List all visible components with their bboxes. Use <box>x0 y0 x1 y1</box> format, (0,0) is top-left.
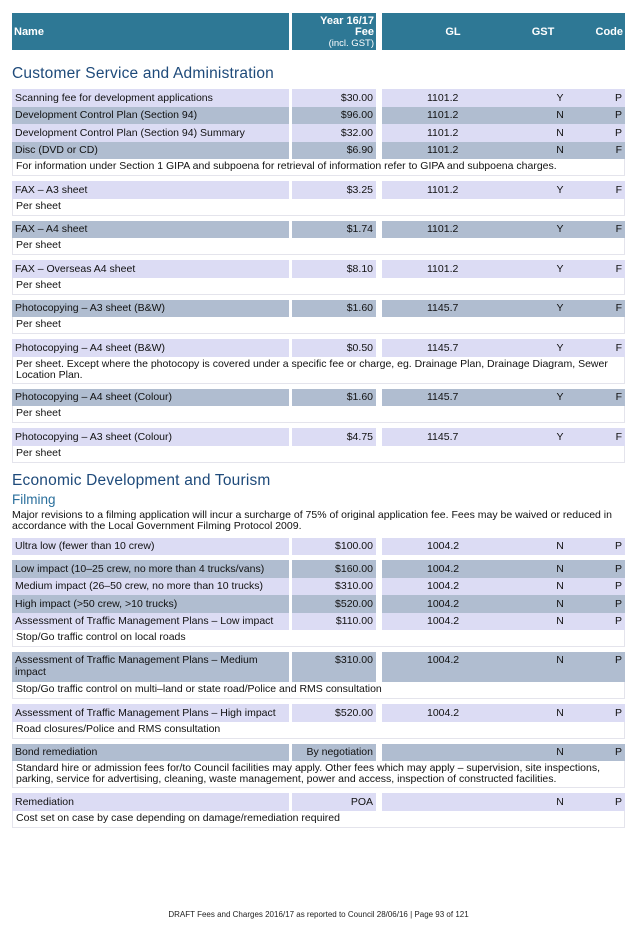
table-row <box>12 142 625 160</box>
header-fee <box>292 13 376 50</box>
row-fee: By negotiation <box>292 744 376 762</box>
row-fee: $100.00 <box>292 538 376 556</box>
row-codes <box>382 124 625 142</box>
row-codes <box>382 538 625 556</box>
row-code: P <box>614 540 622 553</box>
row-gst: N <box>556 615 564 628</box>
row-code: F <box>615 223 622 236</box>
row-codes <box>382 260 625 278</box>
row-note: Per sheet. Except where the photocopy is covered under a specific fee or charge, eg. Drainage Plan, Drainage Diagram, Sewer Location Plan. <box>12 357 625 384</box>
row-note: Road closures/Police and RMS consultation <box>12 722 625 739</box>
row-gl: 1101.2 <box>427 183 459 196</box>
row-gl: 1004.2 <box>427 615 460 628</box>
row-gst: Y <box>556 223 564 236</box>
row-gst: N <box>556 795 564 808</box>
row-name: Scanning fee for development applications <box>12 89 289 107</box>
table-row <box>12 300 625 318</box>
row-code: P <box>614 615 622 628</box>
page-footer: DRAFT Fees and Charges 2016/17 as reported to Council 28/06/16 | Page 93 of 121 <box>168 910 469 919</box>
row-fee: $6.90 <box>292 142 376 160</box>
table-row <box>12 107 625 125</box>
row-gst: N <box>556 706 564 719</box>
section1-title: Customer Service and Administration <box>12 65 275 82</box>
row-fee: $1.74 <box>292 221 376 239</box>
table-row <box>12 89 625 107</box>
row-gl: 1101.2 <box>427 144 459 157</box>
row-gl: 1101.2 <box>427 262 459 275</box>
row-note: Cost set on case by case depending on damage/remediation required <box>12 811 625 828</box>
row-fee: $1.60 <box>292 300 376 318</box>
row-name: FAX – A3 sheet <box>12 181 289 199</box>
row-code: F <box>615 341 622 354</box>
table-row <box>12 744 625 762</box>
table-row <box>12 560 625 578</box>
row-gst: Y <box>556 262 564 275</box>
row-code: F <box>615 430 622 443</box>
row-fee: $160.00 <box>292 560 376 578</box>
row-gst: Y <box>556 391 564 404</box>
section2-subtitle: Filming <box>12 491 56 507</box>
row-name: Development Control Plan (Section 94) <box>12 107 289 125</box>
row-fee: $0.50 <box>292 339 376 357</box>
row-codes <box>382 428 625 446</box>
row-gl: 1101.2 <box>427 223 459 236</box>
header-fee-line2: Fee <box>355 26 374 38</box>
row-name: Assessment of Traffic Management Plans – Low impact <box>12 613 289 631</box>
table-row <box>12 221 625 239</box>
header-fee-line1: Year 16/17 <box>320 15 374 27</box>
row-name: Medium impact (26–50 crew, no more than 10 trucks) <box>12 578 289 596</box>
header-gst: GST <box>531 25 555 38</box>
table-row <box>12 389 625 407</box>
row-gst: N <box>556 540 564 553</box>
row-name: Remediation <box>12 793 289 811</box>
row-note: Per sheet <box>12 406 625 423</box>
header-name: Name <box>12 13 289 50</box>
row-name: Ultra low (fewer than 10 crew) <box>12 538 289 556</box>
row-codes <box>382 389 625 407</box>
header-gl: GL <box>445 25 461 38</box>
row-gl: 1004.2 <box>427 706 460 719</box>
row-gst: N <box>556 654 564 666</box>
row-gl: 1004.2 <box>427 562 460 575</box>
row-name: Low impact (10–25 crew, no more than 4 trucks/vans) <box>12 560 289 578</box>
row-fee: $96.00 <box>292 107 376 125</box>
table-row <box>12 124 625 142</box>
row-gl: 1004.2 <box>427 654 460 666</box>
row-note: Per sheet <box>12 278 625 295</box>
table-row <box>12 704 625 722</box>
row-gl: 1004.2 <box>427 597 460 610</box>
row-code: P <box>614 795 622 808</box>
table-row <box>12 339 625 357</box>
row-codes <box>382 744 625 762</box>
row-name: Photocopying – A3 sheet (B&W) <box>12 300 289 318</box>
row-gl: 1101.2 <box>427 126 459 139</box>
row-fee: $520.00 <box>292 704 376 722</box>
row-fee: $110.00 <box>292 613 376 631</box>
row-codes <box>382 652 625 682</box>
row-code: P <box>614 706 622 719</box>
row-gst: N <box>556 580 564 593</box>
header-code: Code <box>595 25 623 38</box>
row-name: Photocopying – A3 sheet (Colour) <box>12 428 289 446</box>
row-note: Stop/Go traffic control on multi–land or state road/Police and RMS consultation <box>12 682 625 699</box>
row-fee: POA <box>292 793 376 811</box>
row-gst: Y <box>556 430 564 443</box>
row-fee: $3.25 <box>292 181 376 199</box>
section2-intro: Major revisions to a filming application will incur a surcharge of 75% of original application fee. Fees may be waived or reduced in accordance with the Local Government Filming Protocol 2009. <box>12 508 612 532</box>
row-fee: $30.00 <box>292 89 376 107</box>
row-codes <box>382 704 625 722</box>
section2-title: Economic Development and Tourism <box>12 471 271 489</box>
table-header <box>12 13 625 50</box>
row-name: FAX – A4 sheet <box>12 221 289 239</box>
table-row <box>12 595 625 613</box>
row-name: FAX – Overseas A4 sheet <box>12 260 289 278</box>
row-codes <box>382 300 625 318</box>
section1-table <box>12 89 625 463</box>
fees-page <box>12 13 625 828</box>
row-gst: Y <box>556 91 564 104</box>
row-codes <box>382 793 625 811</box>
row-gst: Y <box>556 341 564 354</box>
row-note: Per sheet <box>12 317 625 334</box>
row-gl: 1145.7 <box>427 430 459 443</box>
row-codes <box>382 89 625 107</box>
row-gl: 1101.2 <box>427 109 459 122</box>
row-fee: $4.75 <box>292 428 376 446</box>
row-gst: N <box>556 126 564 139</box>
row-code: P <box>614 126 622 139</box>
row-gst: N <box>556 562 564 575</box>
row-note: Per sheet <box>12 238 625 255</box>
row-codes <box>382 339 625 357</box>
row-code: P <box>614 746 622 759</box>
row-code: F <box>615 144 622 157</box>
row-note: Per sheet <box>12 446 625 463</box>
table-row <box>12 181 625 199</box>
row-codes <box>382 613 625 631</box>
row-fee: $1.60 <box>292 389 376 407</box>
row-codes <box>382 181 625 199</box>
row-fee: $32.00 <box>292 124 376 142</box>
row-gst: N <box>556 109 564 122</box>
header-rest <box>382 13 625 50</box>
row-gl: 1004.2 <box>427 580 460 593</box>
row-fee: $520.00 <box>292 595 376 613</box>
row-gl: 1145.7 <box>427 341 459 354</box>
header-fee-line3: (incl. GST) <box>328 38 374 49</box>
row-code: F <box>615 183 622 196</box>
row-code: F <box>615 391 622 404</box>
row-gl: 1145.7 <box>427 391 459 404</box>
row-name: Bond remediation <box>12 744 289 762</box>
table-row <box>12 578 625 596</box>
table-row <box>12 613 625 631</box>
row-note: Stop/Go traffic control on local roads <box>12 630 625 647</box>
row-gst: Y <box>556 302 564 315</box>
row-codes <box>382 221 625 239</box>
row-fee: $310.00 <box>292 578 376 596</box>
row-gst: N <box>556 144 564 157</box>
row-code: P <box>614 580 622 593</box>
row-code: P <box>614 109 622 122</box>
row-code: P <box>614 654 622 666</box>
table-row <box>12 793 625 811</box>
row-name: Photocopying – A4 sheet (B&W) <box>12 339 289 357</box>
row-note: Per sheet <box>12 199 625 216</box>
row-codes <box>382 560 625 578</box>
row-gl: 1145.7 <box>427 302 459 315</box>
row-codes <box>382 578 625 596</box>
row-codes <box>382 595 625 613</box>
row-gl: 1101.2 <box>427 91 459 104</box>
row-gst: N <box>556 597 564 610</box>
row-note: Standard hire or admission fees for/to Council facilities may apply. Other fees which may apply – supervision, site inspections, parking, service for advertising, cleaning, waste management, power and access, inspection of constructed facilities. <box>12 761 625 788</box>
row-code: P <box>614 91 622 104</box>
row-name: Development Control Plan (Section 94) Summary <box>12 124 289 142</box>
row-name: Disc (DVD or CD) <box>12 142 289 160</box>
table-row <box>12 538 625 556</box>
row-code: F <box>615 262 622 275</box>
table-row <box>12 260 625 278</box>
row-fee: $8.10 <box>292 260 376 278</box>
row-name: Assessment of Traffic Management Plans – Medium impact <box>12 652 289 682</box>
section2-table <box>12 538 625 828</box>
row-code: F <box>615 302 622 315</box>
row-codes <box>382 107 625 125</box>
row-gl: 1004.2 <box>427 540 460 553</box>
table-row <box>12 652 625 682</box>
row-gst: N <box>556 746 564 759</box>
row-note: For information under Section 1 GIPA and subpoena for retrieval of information refer to GIPA and subpoena charges. <box>12 159 625 176</box>
row-codes <box>382 142 625 160</box>
row-code: P <box>614 597 622 610</box>
row-name: Assessment of Traffic Management Plans – High impact <box>12 704 289 722</box>
row-name: Photocopying – A4 sheet (Colour) <box>12 389 289 407</box>
row-gst: Y <box>556 183 564 196</box>
row-name: High impact (>50 crew, >10 trucks) <box>12 595 289 613</box>
table-row <box>12 428 625 446</box>
row-fee: $310.00 <box>292 652 376 682</box>
row-code: P <box>614 562 622 575</box>
